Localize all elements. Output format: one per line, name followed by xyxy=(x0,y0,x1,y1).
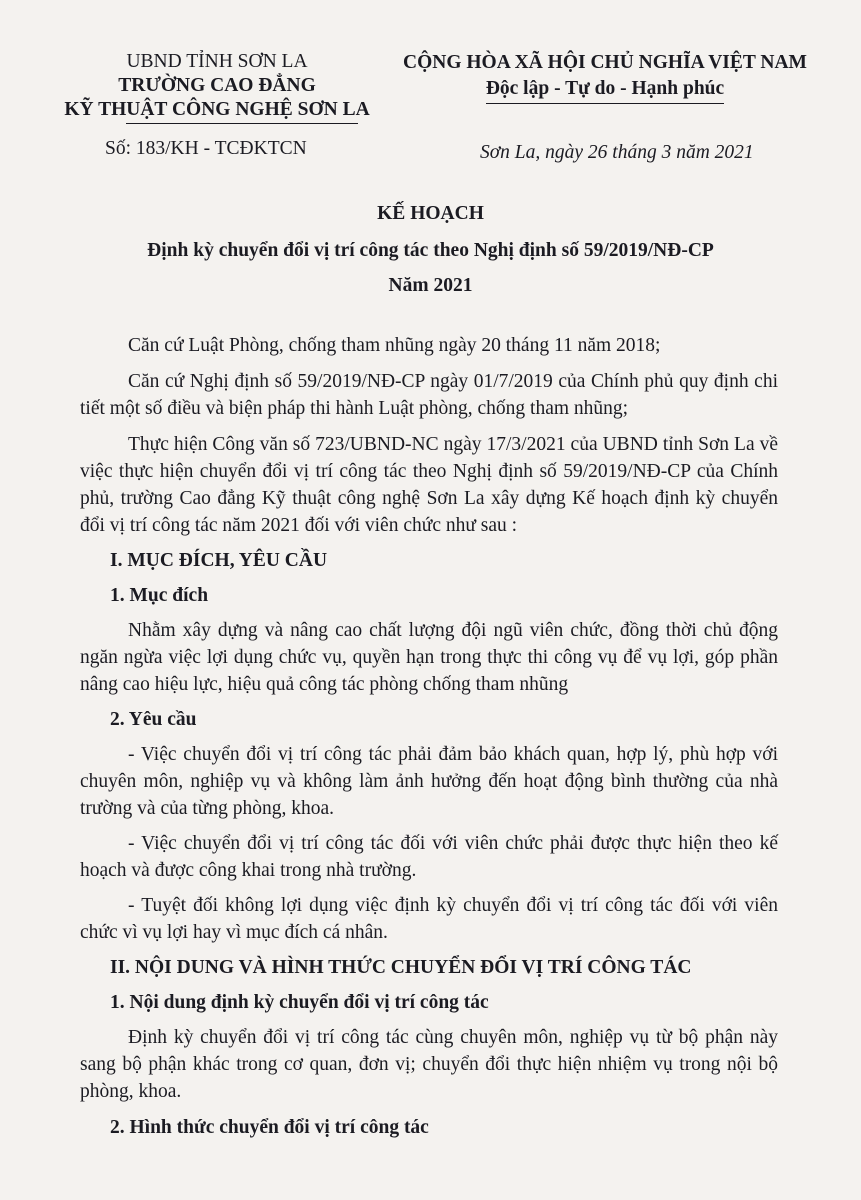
legal-basis-1: Căn cứ Luật Phòng, chống tham nhũng ngày 20 tháng 11 năm 2018; xyxy=(128,335,661,356)
document-title: KẾ HOẠCH xyxy=(377,203,484,224)
purpose-paragraph: Nhằm xây dựng và nâng cao chất lượng đội ngũ viên chức, đồng thời chủ động ngăn ngừa việc lợi dụng chức vụ, quyền hạn trong thực thi công vụ để vụ lợi, góp phần nâng cao hiệu lực, hiệu quả công tác phòng chống tham nhũng xyxy=(80,620,778,695)
content-paragraph: Định kỳ chuyển đổi vị trí công tác cùng chuyên môn, nghiệp vụ từ bộ phận này sang bộ phận khác trong cơ quan, đơn vị; chuyển đổi thực hiện nhiệm vụ trong nội bộ phòng, khoa. xyxy=(80,1027,778,1102)
agency-line-1: UBND TỈNH SƠN LA xyxy=(126,51,308,72)
issuing-agency xyxy=(52,50,382,122)
legal-basis-2: Căn cứ Nghị định số 59/2019/NĐ-CP ngày 01/7/2019 của Chính phủ quy định chi tiết một số điều và biện pháp thi hành Luật phòng, chống tham nhũng; xyxy=(80,371,778,419)
document-body xyxy=(80,332,778,1141)
subsection-heading: 1. Nội dung định kỳ chuyển đổi vị trí công tác xyxy=(110,992,489,1013)
subsection-heading: 2. Hình thức chuyển đổi vị trí công tác xyxy=(110,1117,429,1138)
section-heading: II. NỘI DUNG VÀ HÌNH THỨC CHUYỂN ĐỔI VỊ TRÍ CÔNG TÁC xyxy=(110,957,692,978)
requirement-item: - Việc chuyển đổi vị trí công tác phải đảm bảo khách quan, hợp lý, phù hợp với chuyên môn, nghiệp vụ và không làm ảnh hưởng đến hoạt động bình thường của nhà trường và của từng phòng, khoa. xyxy=(80,744,778,819)
subsection-heading: 2. Yêu cầu xyxy=(110,709,197,730)
national-header xyxy=(400,50,810,102)
agency-line-3: KỸ THUẬT CÔNG NGHỆ SƠN LA xyxy=(64,99,370,120)
national-title: CỘNG HÒA XÃ HỘI CHỦ NGHĨA VIỆT NAM xyxy=(403,52,807,73)
section-heading: I. MỤC ĐÍCH, YÊU CẦU xyxy=(110,550,328,571)
document-subtitle: Định kỳ chuyển đổi vị trí công tác theo Nghị định số 59/2019/NĐ-CP xyxy=(147,240,714,261)
subsection-heading: 1. Mục đích xyxy=(110,585,209,606)
national-motto: Độc lập - Tự do - Hạnh phúc xyxy=(486,76,724,102)
requirement-item: - Việc chuyển đổi vị trí công tác đối với viên chức phải được thực hiện theo kế hoạch và được công khai trong nhà trường. xyxy=(80,833,778,881)
document-year: Năm 2021 xyxy=(388,275,473,296)
requirement-item: - Tuyệt đối không lợi dụng việc định kỳ chuyển đổi vị trí công tác đối với viên chức vì vụ lợi hay vì mục đích cá nhân. xyxy=(80,895,778,943)
implementation-paragraph: Thực hiện Công văn số 723/UBND-NC ngày 17/3/2021 của UBND tỉnh Sơn La về việc thực hiện chuyển đổi vị trí công tác theo Nghị định số 59/2019/NĐ-CP của Chính phủ, trường Cao đẳng Kỹ thuật công nghệ Sơn La xây dựng Kế hoạch định kỳ chuyển đổi vị trí công tác năm 2021 đối với viên chức như sau : xyxy=(80,434,778,536)
document-date: Sơn La, ngày 26 tháng 3 năm 2021 xyxy=(480,142,754,163)
agency-line-2: TRƯỜNG CAO ĐẲNG xyxy=(118,75,316,96)
document-number: Số: 183/KH - TCĐKTCN xyxy=(105,138,307,159)
